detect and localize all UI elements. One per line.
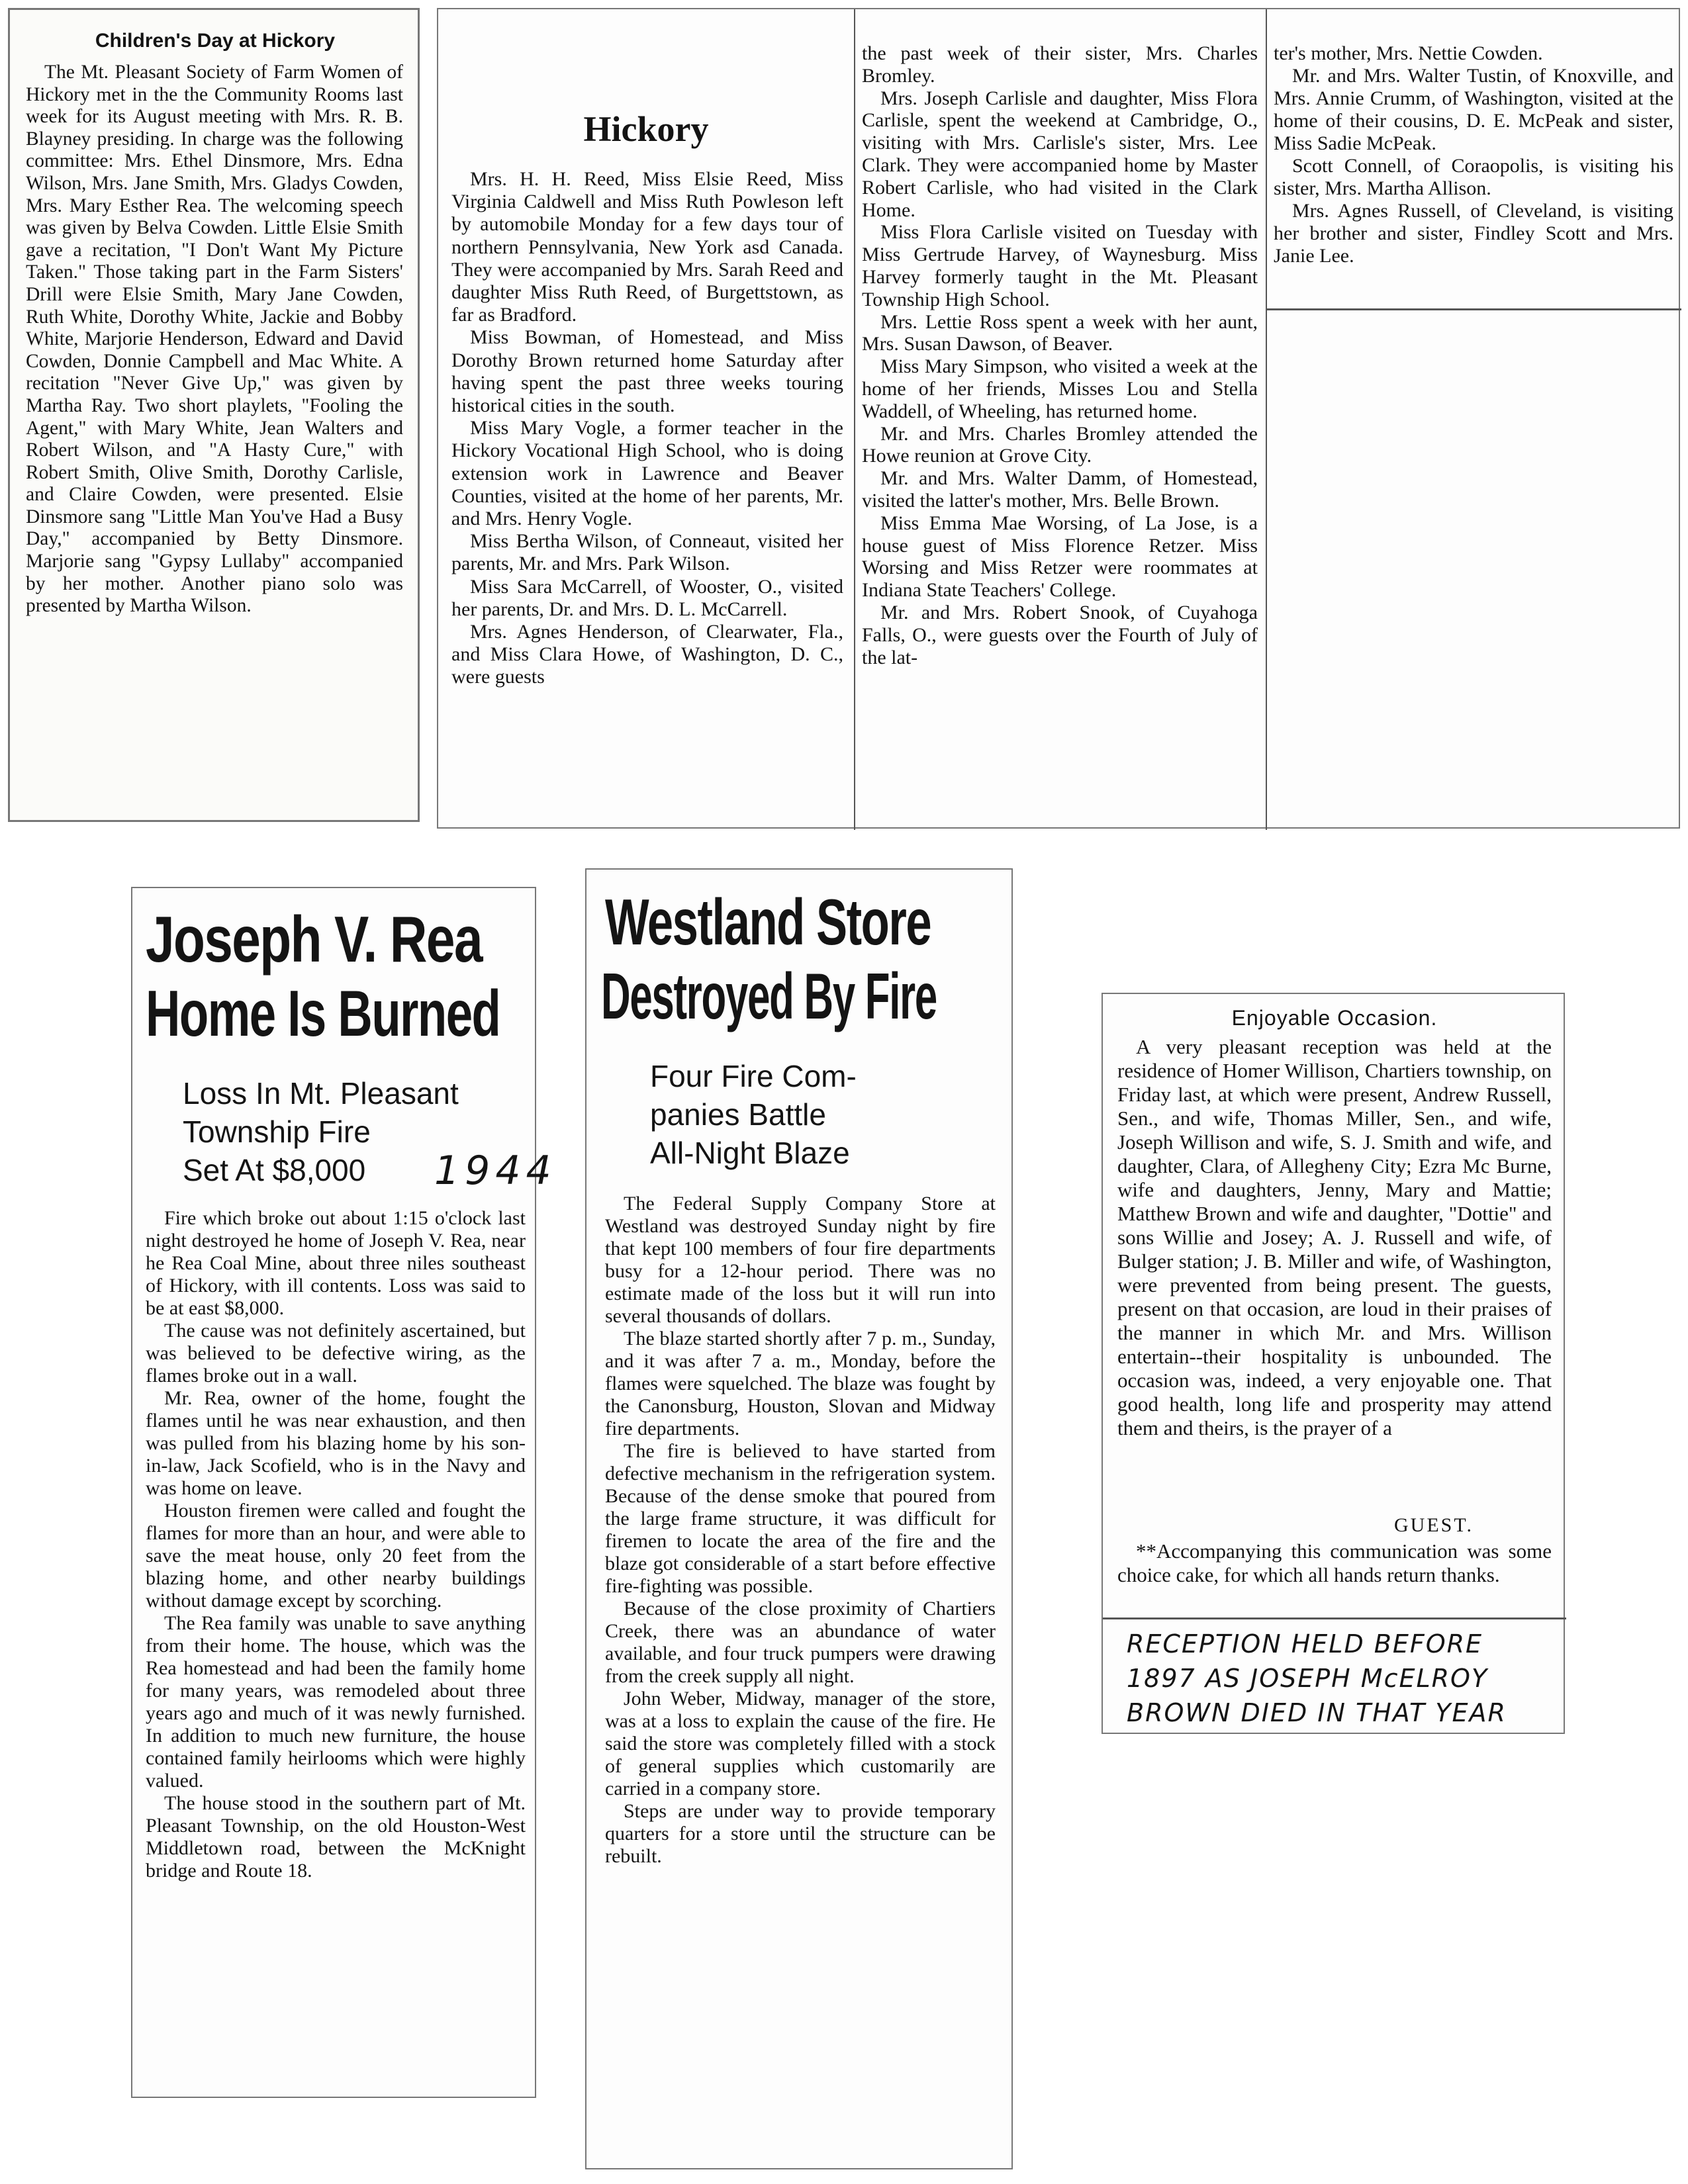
westland-paragraph: John Weber, Midway, manager of the store, was at a loss to explain the cause of the fire. He said the store was completely filled with a stock of general supplies which customarily are carried in a company store. bbox=[605, 1688, 996, 1799]
column-rule bbox=[1266, 9, 1267, 830]
hickory-item: Mr. and Mrs. Robert Snook, of Cuyahoga Falls, O., were guests over the Fourth of July of the lat- bbox=[862, 601, 1258, 668]
rea-paragraph: Houston firemen were called and fought the flames for more than an hour, and were able to save the meat house, only 20 feet from the blazing home, and other nearby buildings without damage except by scorching. bbox=[146, 1500, 526, 1612]
childrens-day-body bbox=[26, 62, 403, 816]
reception-heading: Enjoyable Occasion. bbox=[1231, 1006, 1438, 1030]
rea-paragraph: The house stood in the southern part of Mt. Pleasant Township, on the old Houston-West Middletown road, between the McKnight bridge and Route 18. bbox=[146, 1792, 526, 1882]
childrens-day-paragraph: The Mt. Pleasant Society of Farm Women of Hickory met in the the Community Rooms last week for its August meeting with Mrs. R. B. Blayney presiding. In charge was the following committee: Mrs. Ethel Dinsmore, Mrs. Edna Wilson, Mrs. Jane Smith, Mrs. Gladys Cowden, Mrs. Mary Esther Rea. The welcoming speech was given by Belva Cowden. Little Elsie Smith gave a recitation, "I Don't Want My Picture Taken." Those taking part in the Farm Sisters' Drill were Elsie Smith, Mary Jane Cowden, Ruth White, Dorothy White, Jackie and Bobby White, Marjorie Henderson, Edward and David Cowden, Donnie Campbell and Mac White. A recitation "Never Give Up," was given by Martha Ray. Two short playlets, "Fooling the Agent," with Mary White, Jean Walters and Robert Wilson, and "A Hasty Cure," with Robert Smith, Olive Smith, Dorothy Carlisle, and Claire Cowden, were presented. Elsie Dinsmore sang "Little Man You've Had a Busy Day," accompanied by Betty Dinsmore. Marjorie sang "Gypsy Lullaby" accompanied by her mother. Another piano solo was presented by Martha Wilson. bbox=[26, 62, 403, 617]
hickory-column-2 bbox=[862, 42, 1258, 830]
hickory-item: Mrs. Agnes Russell, of Cleveland, is visiting her brother and sister, Findley Scott and Mrs. Janie Lee. bbox=[1274, 200, 1673, 267]
westland-body bbox=[605, 1193, 996, 2165]
westland-deck-line-3: All-Night Blaze bbox=[650, 1136, 850, 1170]
childrens-day-heading: Children's Day at Hickory bbox=[95, 30, 336, 52]
rea-deck-line-3: Set At $8,000 bbox=[183, 1153, 366, 1187]
hickory-item: Miss Bertha Wilson, of Conneaut, visited her parents, Mr. and Mrs. Park Wilson. bbox=[451, 530, 843, 575]
hickory-item: Mrs. Agnes Henderson, of Clearwater, Fla., and Miss Clara Howe, of Washington, D. C., were guests bbox=[451, 621, 843, 688]
hickory-item: Miss Bowman, of Homestead, and Miss Dorothy Brown returned home Saturday after having spent the past three weeks touring historical cities in the south. bbox=[451, 326, 843, 417]
westland-paragraph: The blaze started shortly after 7 p. m., Sunday, and it was after 7 a. m., Monday, before the flames were squelched. The blaze was fought by the Canonsburg, Houston, Slovan and Midway fire departments. bbox=[605, 1328, 996, 1439]
hickory-item: Miss Mary Vogle, a former teacher in the Hickory Vocational High School, who is doing extension work in Lawrence and Beaver Counties, visited at the home of her parents, Mr. and Mrs. Henry Vogle. bbox=[451, 417, 843, 530]
hickory-item: Miss Sara McCarrell, of Wooster, O., visited her parents, Dr. and Mrs. D. L. McCarrell. bbox=[451, 575, 843, 620]
rea-deck-line-2: Township Fire bbox=[183, 1115, 371, 1149]
handwritten-note-line-3: BROWN DIED IN THAT YEAR bbox=[1127, 1698, 1507, 1727]
hickory-column-1 bbox=[451, 168, 843, 830]
rea-body bbox=[146, 1207, 526, 2087]
reception-body bbox=[1117, 1035, 1552, 1512]
reception-postscript-block bbox=[1117, 1539, 1552, 1612]
hickory-item: Miss Mary Simpson, who visited a week at the home of her friends, Misses Lou and Stella Waddell, of Wheeling, has returned home. bbox=[862, 355, 1258, 422]
rea-headline-line-2: Home Is Burned bbox=[146, 977, 500, 1050]
westland-deck-line-1: Four Fire Com- bbox=[650, 1059, 857, 1093]
handwritten-note-line-2: 1897 AS JOSEPH McELROY bbox=[1127, 1664, 1489, 1693]
reception-signature: GUEST. bbox=[1394, 1514, 1474, 1536]
rea-paragraph: Mr. Rea, owner of the home, fought the flames until he was near exhaustion, and then was pulled from his blazing home by his son-in-law, Jack Scofield, who is in the Navy and was home on leave. bbox=[146, 1387, 526, 1499]
reception-postscript: **Accompanying this communication was some choice cake, for which all hands return thanks. bbox=[1117, 1539, 1552, 1586]
clipping-rea-fire bbox=[131, 887, 557, 2098]
reception-paragraph: A very pleasant reception was held at the residence of Homer Willison, Chartiers township, on Friday last, at which were present, Andrew Russell, Sen., and wife, Thomas Miller, Sen., and wife, Joseph Willison and wife, S. J. Smith and wife, and daughter, Clara, of Allegheny City; Ezra Mc Burne, wife and daughters, Jenny, Mary and Mattie; Matthew Brown and wife and daughter, "Dottie" and sons Willie and Josey; A. J. Russell and wife, of Bulger station; J. B. Miller and wife, of Washington, were prevented from being present. The guests, present on that occasion, are loud in their praises of the manner in which Mr. and Mrs. Willison entertain--their hospitality is unbounded. The occasion was, indeed, a very enjoyable one. That good health, long life and prosperity may attend them and theirs, is the prayer of a bbox=[1117, 1035, 1552, 1439]
hickory-item: Mrs. Joseph Carlisle and daughter, Miss Flora Carlisle, spent the weekend at Cambridge, O., visiting with Mrs. Carlisle's sister, Mrs. Lee Clark. They were accompanied home by Master Robert Carlisle, who had visited in the Clark Home. bbox=[862, 87, 1258, 221]
hickory-item: Mr. and Mrs. Charles Bromley attended the Howe reunion at Grove City. bbox=[862, 422, 1258, 467]
rea-headline-line-1: Joseph V. Rea bbox=[146, 903, 482, 976]
handwritten-note-line-1: RECEPTION HELD BEFORE bbox=[1127, 1629, 1483, 1659]
hickory-item: Mrs. Lettie Ross spent a week with her aunt, Mrs. Susan Dawson, of Beaver. bbox=[862, 310, 1258, 355]
westland-paragraph: Because of the close proximity of Chartiers Creek, there was an abundance of water available, and four truck pumpers were drawing from the creek supply all night. bbox=[605, 1598, 996, 1687]
rea-deck-line-1: Loss In Mt. Pleasant bbox=[183, 1076, 459, 1111]
hickory-column-3 bbox=[1274, 42, 1673, 306]
westland-headline-line-2: Destroyed By Fire bbox=[601, 960, 937, 1032]
westland-paragraph: The fire is believed to have started from defective mechanism in the refrigeration system. Because of the dense smoke that poured from the large frame structure, it was difficult for firemen to locate the area of the fire and the blaze got considerable of a start before effective fire-fighting was possible. bbox=[605, 1440, 996, 1597]
hickory-heading: Hickory bbox=[583, 109, 709, 149]
westland-headline-line-1: Westland Store bbox=[605, 886, 931, 958]
hickory-item: Mr. and Mrs. Walter Damm, of Homestead, visited the latter's mother, Mrs. Belle Brown. bbox=[862, 467, 1258, 512]
westland-deck-line-2: panies Battle bbox=[650, 1097, 826, 1132]
hickory-item: Miss Flora Carlisle visited on Tuesday with Miss Gertrude Harvey, of Waynesburg. Miss Harvey formerly taught in the Mt. Pleasant Township High School. bbox=[862, 221, 1258, 310]
box-rule bbox=[1266, 308, 1681, 310]
westland-paragraph: Steps are under way to provide temporary quarters for a store until the structure can be rebuilt. bbox=[605, 1800, 996, 1867]
hickory-item: Mrs. H. H. Reed, Miss Elsie Reed, Miss Virginia Caldwell and Miss Ruth Powleson left by automobile Monday for a few days tour of northern Pennsylvania, New York asd Canada. They were accompanied by Mrs. Sarah Reed and daughter Miss Ruth Reed, of Burgettstown, as far as Bradford. bbox=[451, 168, 843, 326]
hickory-item: Mr. and Mrs. Walter Tustin, of Knoxville, and Mrs. Annie Crumm, of Washington, visited at the home of their cousins, D. E. McPeak and sister, Miss Sadie McPeak. bbox=[1274, 65, 1673, 154]
rea-paragraph: Fire which broke out about 1:15 o'clock last night destroyed he home of Joseph V. Rea, near he Rea Coal Mine, about three niles southeast of Hickory, with ill contents. Loss was said to be at east $8,000. bbox=[146, 1207, 526, 1319]
note-divider bbox=[1103, 1617, 1566, 1619]
clipping-westland-fire bbox=[585, 868, 1013, 2169]
clipping-hickory bbox=[437, 8, 1680, 829]
rea-paragraph: The cause was not definitely ascertained, but was believed to be defective wiring, as the flames broke out in a wall. bbox=[146, 1320, 526, 1387]
hickory-item: ter's mother, Mrs. Nettie Cowden. bbox=[1274, 42, 1543, 64]
westland-paragraph: The Federal Supply Company Store at Westland was destroyed Sunday night by fire that kept 100 members of four fire departments busy for a 12-hour period. There was no estimate made of the loss but it will run into several thousands of dollars. bbox=[605, 1193, 996, 1327]
rea-paragraph: The Rea family was unable to save anything from their home. The house, which was the Rea homestead and had been the family home for many years, was remodeled about three years ago and much of it was newly furnished. In addition to much new furniture, the house contained family heirlooms which were highly valued. bbox=[146, 1612, 526, 1792]
clipping-reception bbox=[1102, 993, 1565, 1734]
hickory-item: the past week of their sister, Mrs. Charles Bromley. bbox=[862, 42, 1258, 87]
hickory-item: Miss Emma Mae Worsing, of La Jose, is a house guest of Miss Florence Retzer. Miss Worsing and Miss Retzer were roommates at Indiana State Teachers' College. bbox=[862, 512, 1258, 602]
hickory-item: Scott Connell, of Coraopolis, is visiting his sister, Mrs. Martha Allison. bbox=[1274, 155, 1673, 199]
column-rule bbox=[854, 9, 855, 830]
handwritten-year: 1944 bbox=[434, 1148, 557, 1194]
clipping-childrens-day bbox=[8, 8, 420, 822]
